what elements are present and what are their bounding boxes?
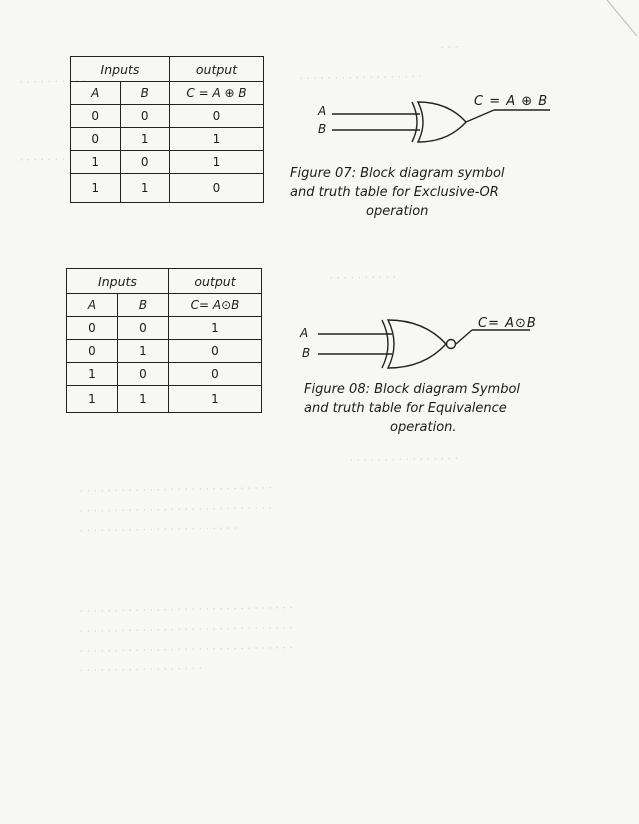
cell-a: 1 [71, 174, 121, 203]
cell-c: 1 [170, 128, 264, 151]
gate-input-a-label: A [318, 104, 327, 118]
gate-output-equation: C = A ⊕ B [474, 94, 549, 109]
cell-c: 0 [170, 174, 264, 203]
gate-output-equation: C= A⊙B [478, 316, 537, 331]
gate-input-a-label: A [300, 326, 309, 340]
column-a: A [67, 294, 118, 317]
caption-line: and truth table for Equivalence [304, 401, 507, 416]
column-c: C = A ⊕ B [170, 82, 264, 105]
xor-gate-icon [418, 102, 466, 142]
table-row [71, 105, 264, 128]
column-header-row [71, 82, 264, 105]
notebook-page: - - - . . . . . . . . . . . . . . . . . . . . . . . . . . . . . . . . . . . . . . . . . . . . . . . . . . . . . . . . . . . . . . . . . . . . . . . . . . . . . . . . . . . . . . . . . . . . . . . . . . . . . . . . . . . . . . . . . . . . . . . . . . . . . . . . . . . . . . . . . . . . . . . . . . . . . . . . . . . . . . . . . . . . . . . . . . . . . . . . . . . . . . . . . . . . . . . . . . . . . . . . . . . . . . . . . . . . . . . . . . . . . . . . . . . . . . . . . . . . . . . . . . . . . . . . . . . . Inputs output A B C = A ⊕ B 0 0 0 0 1 1 1 0 1 1 1 0 A B C = A ⊕ B Figure 07: Block diagram symbol and truth table for Exclusive-OR operation Inputs output A B C= A⊙B 0 0 1 0 1 0 1 0 0 1 1 1 A B C= A⊙B Figure 08: Block diagram Symbol and truth table for Equivalence operation. [0, 0, 639, 824]
cell-a: 0 [67, 317, 118, 340]
cell-c: 0 [169, 340, 262, 363]
cell-c: 1 [169, 386, 262, 413]
table-row [71, 174, 264, 203]
column-a: A [71, 82, 121, 105]
cell-a: 1 [71, 151, 121, 174]
gate-input-b-label: B [302, 346, 311, 360]
caption-line: and truth table for Exclusive-OR [290, 185, 499, 200]
output-header: output [170, 57, 264, 82]
cell-b: 1 [118, 386, 169, 413]
cell-a: 1 [67, 363, 118, 386]
table-header-row [71, 57, 264, 82]
gate-input-b-label: B [318, 122, 327, 136]
inversion-bubble-icon [447, 340, 456, 349]
inputs-header: Inputs [67, 269, 169, 294]
cell-b: 0 [120, 105, 170, 128]
column-c: C= A⊙B [169, 294, 262, 317]
cell-b: 1 [118, 340, 169, 363]
table-row [71, 151, 264, 174]
cell-b: 1 [120, 174, 170, 203]
xor-gate-diagram [318, 92, 618, 152]
table-row [67, 386, 262, 413]
xnor-truth-table [66, 268, 262, 413]
caption-line: operation. [390, 420, 457, 435]
figure08-caption [304, 380, 634, 437]
xnor-gate-diagram [300, 312, 600, 376]
cell-b: 0 [118, 363, 169, 386]
output-header: output [169, 269, 262, 294]
table-row [67, 363, 262, 386]
cell-c: 0 [169, 363, 262, 386]
page-corner-mark [599, 0, 639, 40]
cell-a: 0 [67, 340, 118, 363]
column-b: B [118, 294, 169, 317]
figure07-caption [290, 164, 630, 221]
xnor-gate-icon [388, 320, 446, 368]
table-row [71, 128, 264, 151]
caption-line: Figure 08: Block diagram Symbol [304, 382, 521, 397]
cell-a: 0 [71, 128, 121, 151]
inputs-header: Inputs [71, 57, 170, 82]
caption-line: operation [366, 204, 429, 219]
table-row [67, 317, 262, 340]
xor-extra-arc [412, 102, 417, 142]
table-header-row [67, 269, 262, 294]
table-row [67, 340, 262, 363]
cell-b: 1 [120, 128, 170, 151]
caption-line: Figure 07: Block diagram symbol [290, 166, 505, 181]
column-b: B [120, 82, 170, 105]
cell-a: 1 [67, 386, 118, 413]
xnor-extra-arc [382, 320, 388, 368]
cell-c: 1 [170, 151, 264, 174]
column-header-row [67, 294, 262, 317]
xor-truth-table [70, 56, 264, 203]
cell-a: 0 [71, 105, 121, 128]
cell-b: 0 [120, 151, 170, 174]
cell-b: 0 [118, 317, 169, 340]
cell-c: 0 [170, 105, 264, 128]
cell-c: 1 [169, 317, 262, 340]
